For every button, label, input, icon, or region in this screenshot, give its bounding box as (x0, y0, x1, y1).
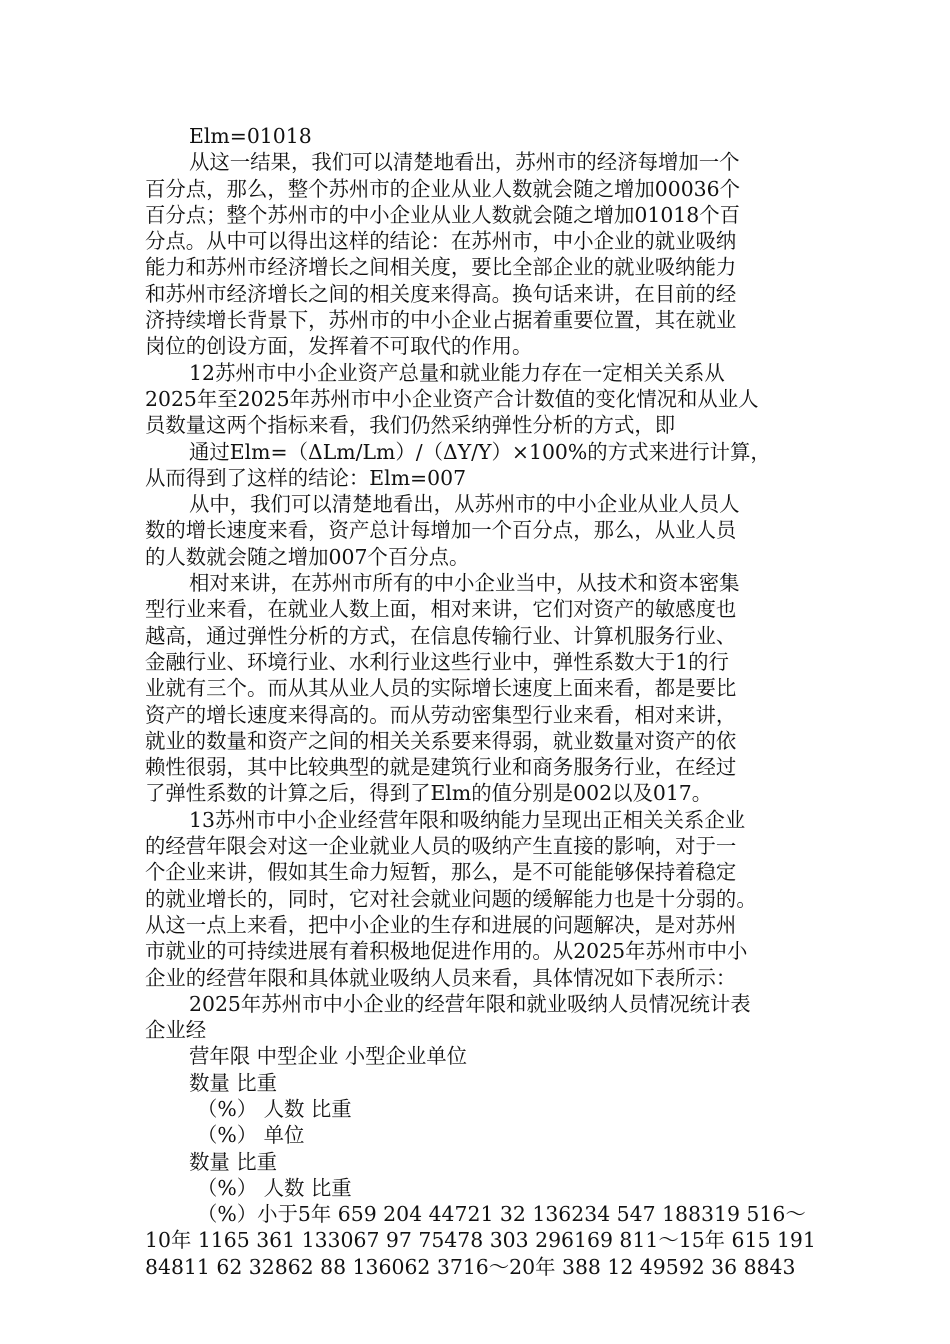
text-line: 分点。从中可以得出这样的结论：在苏州市，中小企业的就业吸纳 (145, 229, 737, 254)
text-line: Elm=01018 (189, 124, 312, 148)
text-line: 赖性很弱，其中比较典型的就是建筑行业和商务服务行业，在经过 (145, 755, 737, 780)
text-line: 12苏州市中小企业资产总量和就业能力存在一定相关关系从 (189, 360, 725, 385)
text-line: 个企业来讲，假如其生命力短暂，那么，是不可能能够保持着稳定 (145, 860, 737, 885)
text-line: 和苏州市经济增长之间的相关度来得高。换句话来讲，在目前的经 (145, 281, 737, 306)
text-line: 济持续增长背景下，苏州市的中小企业占据着重要位置，其在就业 (145, 308, 737, 333)
text-line: 型行业来看，在就业人数上面，相对来讲，它们对资产的敏感度也 (145, 597, 737, 622)
text-line: 从中，我们可以清楚地看出，从苏州市的中小企业从业人员人 (189, 492, 740, 517)
text-line: 市就业的可持续进展有着积极地促进作用的。从2025年苏州市中小 (145, 939, 748, 964)
text-line: 通过Elm=（ΔLm/Lm）/（ΔY/Y）×100%的方式来进行计算， (189, 439, 771, 464)
text-line: 从这一结果，我们可以清楚地看出，苏州市的经济每增加一个 (189, 150, 740, 175)
text-line: 13苏州市中小企业经营年限和吸纳能力呈现出正相关关系企业 (189, 807, 746, 832)
text-line: 数的增长速度来看，资产总计每增加一个百分点，那么，从业人员 (145, 518, 737, 543)
text-line: （%）小于5年 659 204 44721 32 136234 547 188319 516～ (197, 1202, 806, 1227)
text-line: 员数量这两个指标来看，我们仍然采纳弹性分析的方式，即 (145, 413, 676, 438)
text-line: 10年 1165 361 133067 97 75478 303 296169 811～15年 615 191 (145, 1228, 816, 1253)
text-line: 的人数就会随之增加007个百分点。 (145, 544, 470, 569)
text-line: 数量 比重 (189, 1070, 278, 1095)
text-line: 从这一点上来看，把中小企业的生存和进展的问题解决，是对苏州 (145, 912, 737, 937)
text-line: 百分点；整个苏州市的中小企业从业人数就会随之增加01018个百 (145, 202, 741, 227)
text-line: 越高，通过弹性分析的方式，在信息传输行业、计算机服务行业、 (145, 623, 737, 648)
text-line: （%） 人数 比重 (197, 1096, 352, 1121)
text-line: 的经营年限会对这一企业就业人员的吸纳产生直接的影响，对于一 (145, 834, 737, 859)
text-line: 岗位的创设方面，发挥着不可取代的作用。 (145, 334, 533, 359)
text-line: 2025年苏州市中小企业的经营年限和就业吸纳人员情况统计表 (189, 991, 751, 1016)
text-line: 营年限 中型企业 小型企业单位 (189, 1044, 468, 1069)
text-line: （%） 人数 比重 (197, 1175, 352, 1200)
text-line: 能力和苏州市经济增长之间相关度，要比全部企业的就业吸纳能力 (145, 255, 737, 280)
text-line: 就业的数量和资产之间的相关关系要来得弱，就业数量对资产的依 (145, 728, 737, 753)
text-line: 百分点，那么，整个苏州市的企业从业人数就会随之增加00036个 (145, 176, 741, 201)
text-line: 企业的经营年限和具体就业吸纳人员来看，具体情况如下表所示： (145, 965, 737, 990)
text-line: 数量 比重 (189, 1149, 278, 1174)
text-line: 资产的增长速度来得高的。而从劳动密集型行业来看，相对来讲， (145, 702, 737, 727)
text-line: 从而得到了这样的结论：Elm=007 (145, 465, 467, 490)
text-line: 84811 62 32862 88 136062 3716～20年 388 12 49592 36 8843 (145, 1254, 796, 1279)
text-line: 业就有三个。而从其从业人员的实际增长速度上面来看，都是要比 (145, 676, 737, 701)
text-line: 金融行业、环境行业、水利行业这些行业中，弹性系数大于1的行 (145, 649, 729, 674)
text-line: 2025年至2025年苏州市中小企业资产合计数值的变化情况和从业人 (145, 386, 759, 411)
text-line: 相对来讲，在苏州市所有的中小企业当中，从技术和资本密集 (189, 571, 740, 596)
text-line: （%） 单位 (197, 1123, 305, 1148)
document-body (145, 123, 816, 1280)
text-line: 的就业增长的，同时，它对社会就业问题的缓解能力也是十分弱的。 (145, 886, 757, 911)
text-line: 了弹性系数的计算之后，得到了Elm的值分别是002以及017。 (145, 781, 713, 806)
text-line: 企业经 (145, 1018, 207, 1043)
